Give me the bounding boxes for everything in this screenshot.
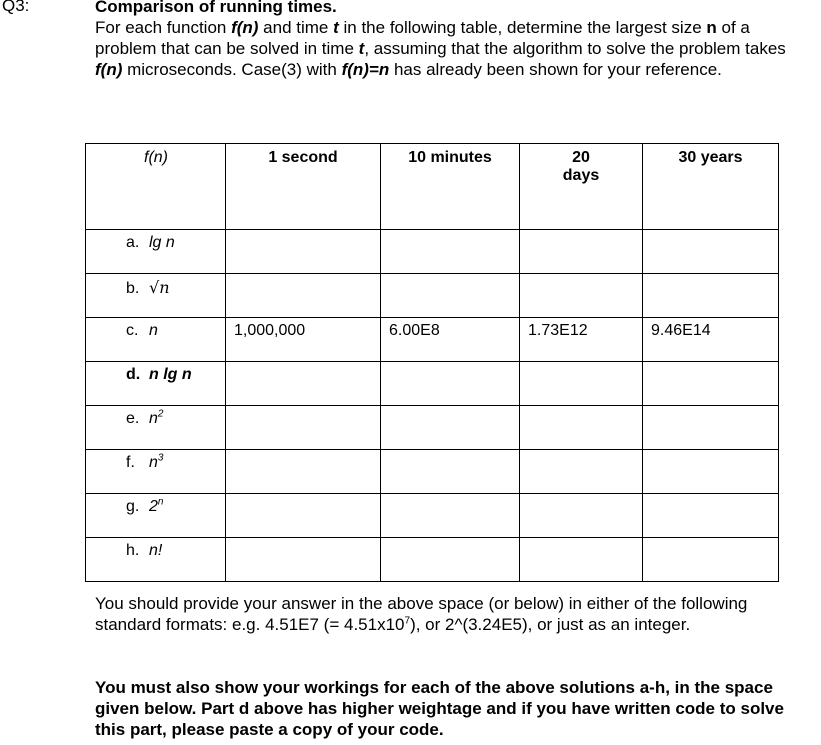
row-label: g. 2$^n$: [86, 494, 226, 538]
answer-cell: [226, 406, 381, 450]
answer-format-note: You should provide your answer in the above space (or below) in either of the following standard formats: e.g. 4.51E7 (= $4.51x10^7$), or 2^(3.24E5), or just as an integer.: [95, 594, 748, 634]
question-number: Q3:: [2, 0, 30, 15]
table-row: [86, 362, 779, 406]
answer-cell: [520, 406, 643, 450]
workings-note: You must also show your workings for each of the above solutions a-h, in the space given below. Part d above has higher weightage and if you have written code to solve this part, please paste a copy of your code.: [95, 678, 784, 739]
answer-cell: [381, 494, 520, 538]
header-30-years: 30 years: [643, 144, 779, 230]
answer-cell: 1.73E12: [520, 318, 643, 362]
question-body: For each function f(n) and time t in the following table, determine the largest size n of a problem that can be solved in time t, assuming that the algorithm to solve the problem takes f(n) microseconds. Case(3) with f(n)=n has already been shown for your reference.: [95, 18, 786, 79]
answer-cell: [226, 538, 381, 582]
table-row: [86, 494, 779, 538]
table-row: [86, 450, 779, 494]
table-row: [86, 406, 779, 450]
row-label: e. $n^2$: [86, 406, 226, 450]
row-label: f. $n^3$: [86, 450, 226, 494]
answer-cell: [520, 450, 643, 494]
answer-cell: [643, 494, 779, 538]
row-label: h. n!: [86, 538, 226, 582]
running-times-table: [85, 143, 779, 582]
answer-cell: [643, 274, 779, 318]
table-row: [86, 318, 779, 362]
answer-cell: [381, 406, 520, 450]
row-label: b. √n: [86, 274, 226, 318]
answer-cell: [643, 230, 779, 274]
answer-cell: [381, 450, 520, 494]
answer-cell: [226, 230, 381, 274]
answer-cell: [643, 538, 779, 582]
table-header-row: [86, 144, 779, 230]
answer-cell: [226, 494, 381, 538]
answer-cell: [520, 494, 643, 538]
answer-cell: [381, 230, 520, 274]
answer-cell: [381, 538, 520, 582]
answer-cell: [226, 362, 381, 406]
answer-cell: [226, 450, 381, 494]
answer-cell: [520, 274, 643, 318]
answer-cell: [226, 274, 381, 318]
answer-cell: [520, 362, 643, 406]
table-row: [86, 274, 779, 318]
header-1-second: 1 second: [226, 144, 381, 230]
table-row: [86, 538, 779, 582]
answer-cell: [643, 406, 779, 450]
table-row: [86, 230, 779, 274]
answer-cell: 6.00E8: [381, 318, 520, 362]
answer-cell: [643, 450, 779, 494]
answer-cell: [520, 230, 643, 274]
header-20-days: 20 days: [520, 144, 643, 230]
header-fn: f(n): [86, 144, 226, 230]
row-label: c. n: [86, 318, 226, 362]
row-label: d. n lg n: [86, 362, 226, 406]
question-title: Comparison of running times.: [95, 0, 337, 16]
row-label: a. lg n: [86, 230, 226, 274]
answer-cell: 9.46E14: [643, 318, 779, 362]
answer-cell: [381, 274, 520, 318]
answer-cell: 1,000,000: [226, 318, 381, 362]
question-intro: [95, 0, 805, 80]
answer-cell: [381, 362, 520, 406]
header-10-minutes: 10 minutes: [381, 144, 520, 230]
answer-cell: [643, 362, 779, 406]
answer-cell: [520, 538, 643, 582]
